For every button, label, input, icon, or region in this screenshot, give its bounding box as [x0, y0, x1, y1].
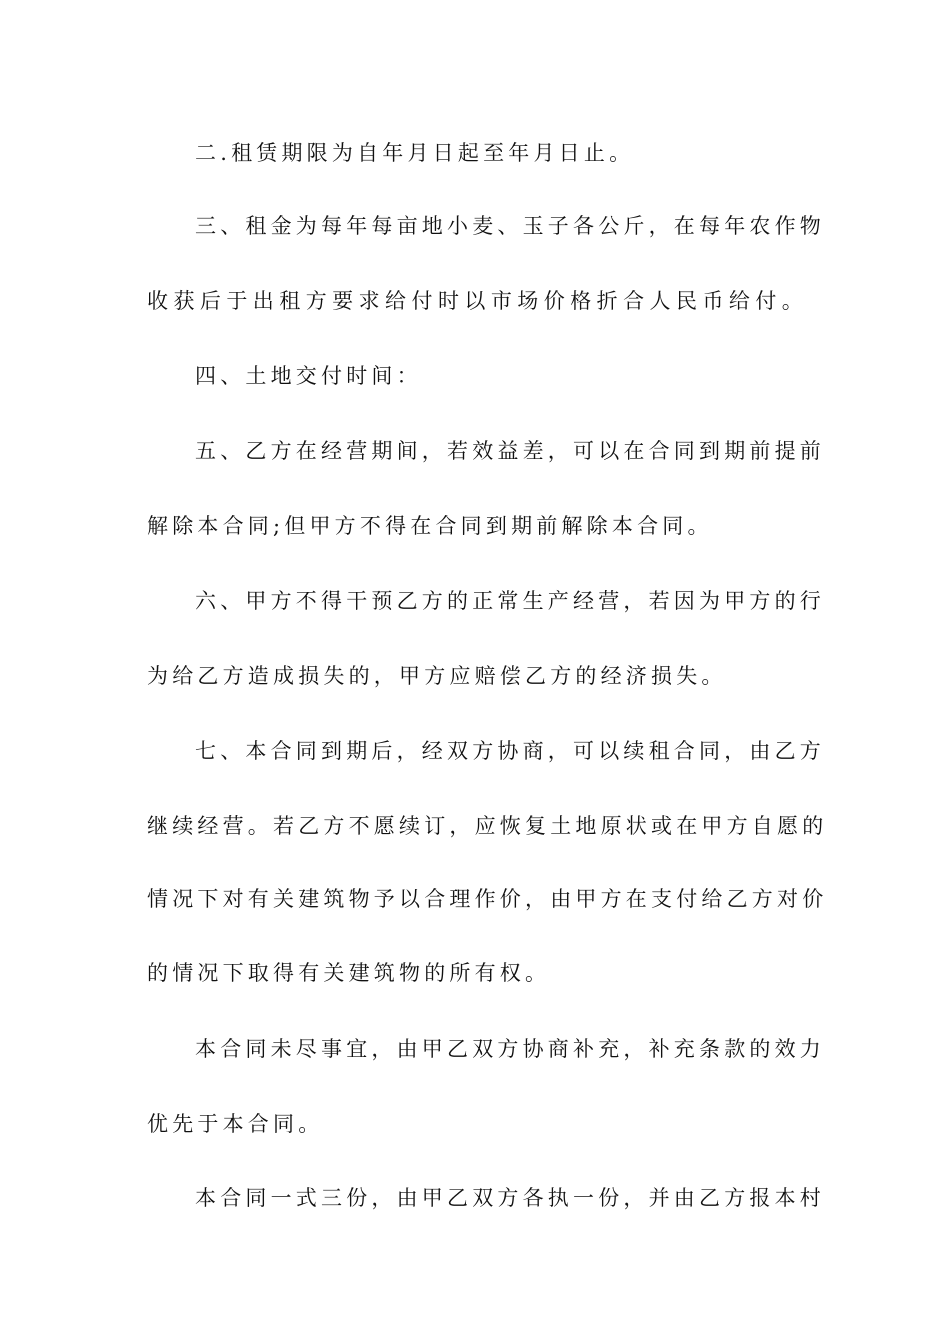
paragraph-8-line-2: 优先于本合同。	[147, 1112, 324, 1136]
paragraph-6-line-2: 为给乙方造成损失的，甲方应赔偿乙方的经济损失。	[147, 664, 727, 688]
paragraph-5-line-1: 五、乙方在经营期间，若效益差，可以在合同到期前提前	[195, 439, 825, 463]
paragraph-4-line-1: 四、土地交付时间：	[195, 364, 422, 388]
paragraph-2-line-1: 二.租赁期限为自年月日起至年月日止。	[195, 141, 635, 165]
paragraph-6-line-1: 六、甲方不得干预乙方的正常生产经营，若因为甲方的行	[195, 589, 825, 613]
paragraph-3-line-1: 三、租金为每年每亩地小麦、玉子各公斤，在每年农作物	[195, 214, 825, 238]
paragraph-3-line-2: 收获后于出租方要求给付时以市场价格折合人民币给付。	[147, 289, 807, 313]
paragraph-8-line-1: 本合同未尽事宜，由甲乙双方协商补充，补充条款的效力	[195, 1037, 825, 1061]
paragraph-5-line-2: 解除本合同;但甲方不得在合同到期前解除本合同。	[147, 514, 713, 538]
paragraph-7-line-2: 继续经营。若乙方不愿续订，应恢复土地原状或在甲方自愿的	[147, 814, 828, 838]
paragraph-7-line-1: 七、本合同到期后，经双方协商，可以续租合同，由乙方	[195, 739, 825, 763]
paragraph-7-line-4: 的情况下取得有关建筑物的所有权。	[147, 961, 551, 985]
paragraph-9-line-1: 本合同一式三份，由甲乙双方各执一份，并由乙方报本村	[195, 1186, 825, 1210]
paragraph-7-line-3: 情况下对有关建筑物予以合理作价，由甲方在支付给乙方对价	[147, 887, 828, 911]
